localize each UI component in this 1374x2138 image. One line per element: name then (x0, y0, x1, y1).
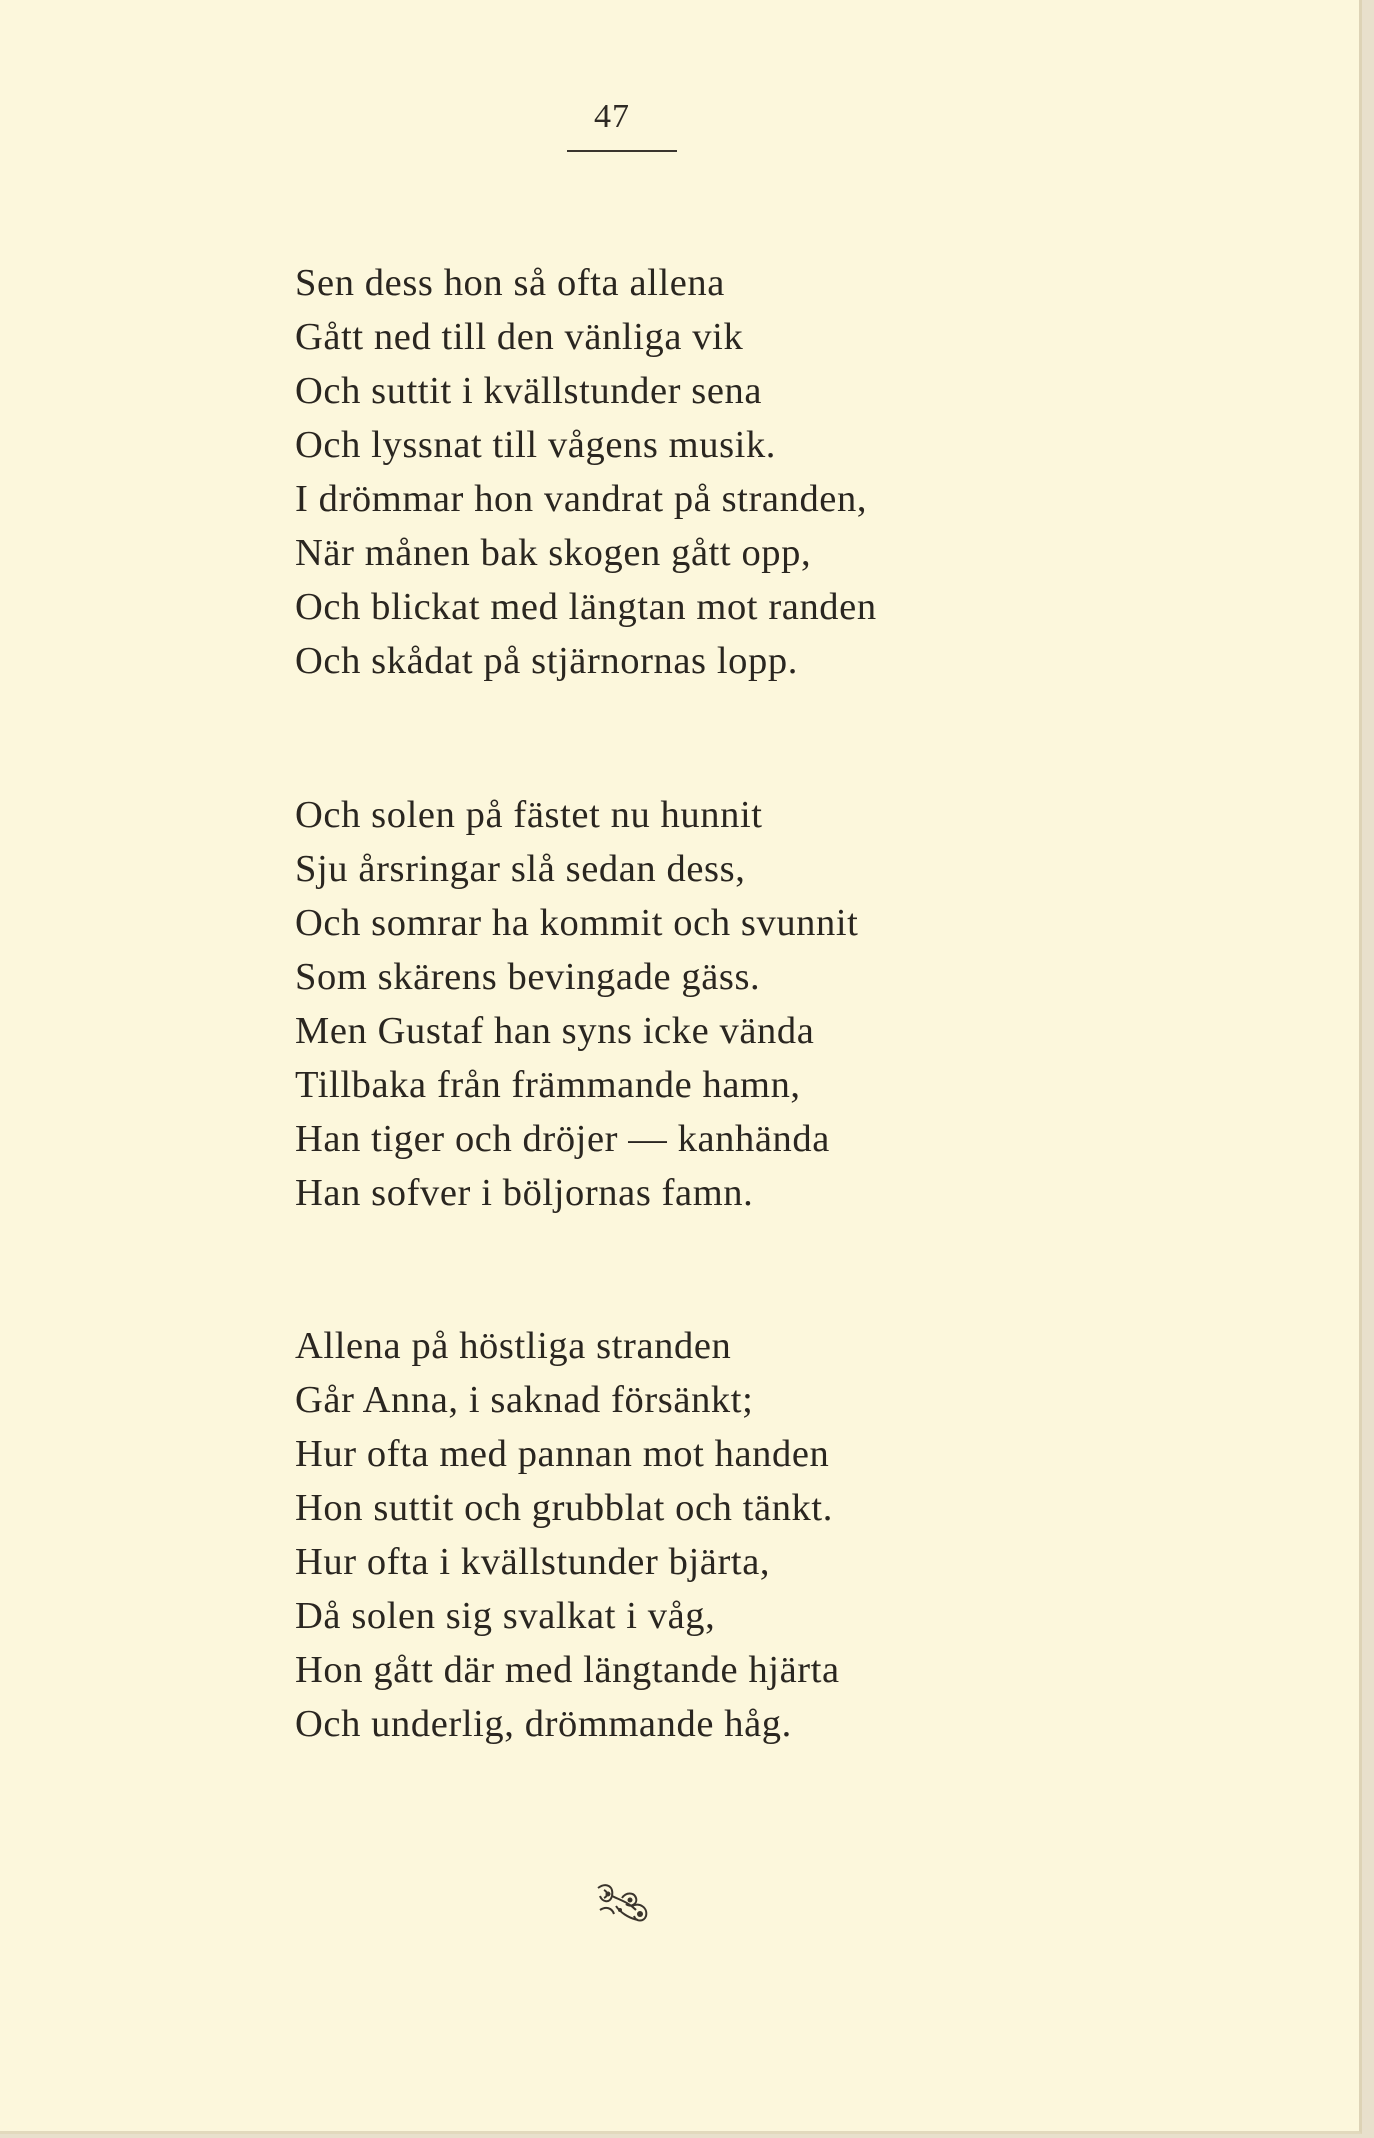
poem-line: Går Anna, i saknad försänkt; (295, 1379, 754, 1421)
poem-line: Sen dess hon så ofta allena (295, 262, 725, 304)
poem-line: Allena på höstliga stranden (295, 1325, 732, 1367)
poem-line: Då solen sig svalkat i våg, (295, 1595, 716, 1637)
poem-line: Hur ofta med pannan mot handen (295, 1433, 830, 1475)
poem-line: Hur ofta i kvällstunder bjärta, (295, 1541, 771, 1583)
poem-line: Hon gått där med längtande hjärta (295, 1649, 840, 1691)
poem-line: Men Gustaf han syns icke vända (295, 1010, 815, 1052)
page-number-rule (567, 150, 677, 152)
poem-line: Som skärens bevingade gäss. (295, 956, 761, 998)
poem-line: Och skådat på stjärnornas lopp. (295, 640, 798, 682)
poem-line: Hon suttit och grubblat och tänkt. (295, 1487, 833, 1529)
poem-line: I drömmar hon vandrat på stranden, (295, 478, 868, 520)
poem-line: Han tiger och dröjer — kanhända (295, 1118, 830, 1160)
poem-line: Gått ned till den vänliga vik (295, 316, 744, 358)
stanza-2 (295, 788, 1195, 1220)
poem-line: Han sofver i böljornas famn. (295, 1172, 754, 1214)
poem-line: Och solen på fästet nu hunnit (295, 794, 763, 836)
poem-line: När månen bak skogen gått opp, (295, 532, 812, 574)
poem-line: Och suttit i kvällstunder sena (295, 370, 763, 412)
floral-ornament-icon (592, 1880, 654, 1926)
stanza-3 (295, 1319, 1195, 1751)
poem-line: Och somrar ha kommit och svunnit (295, 902, 859, 944)
poem-line: Och lyssnat till vågens musik. (295, 424, 777, 466)
page-number: 47 (594, 98, 630, 135)
stanza-1 (295, 256, 1195, 688)
poem-line: Och blickat med längtan mot randen (295, 586, 877, 628)
poem-line: Tillbaka från främmande hamn, (295, 1064, 801, 1106)
poem-line: Och underlig, drömmande håg. (295, 1703, 792, 1745)
poem-line: Sju årsringar slå sedan dess, (295, 848, 746, 890)
